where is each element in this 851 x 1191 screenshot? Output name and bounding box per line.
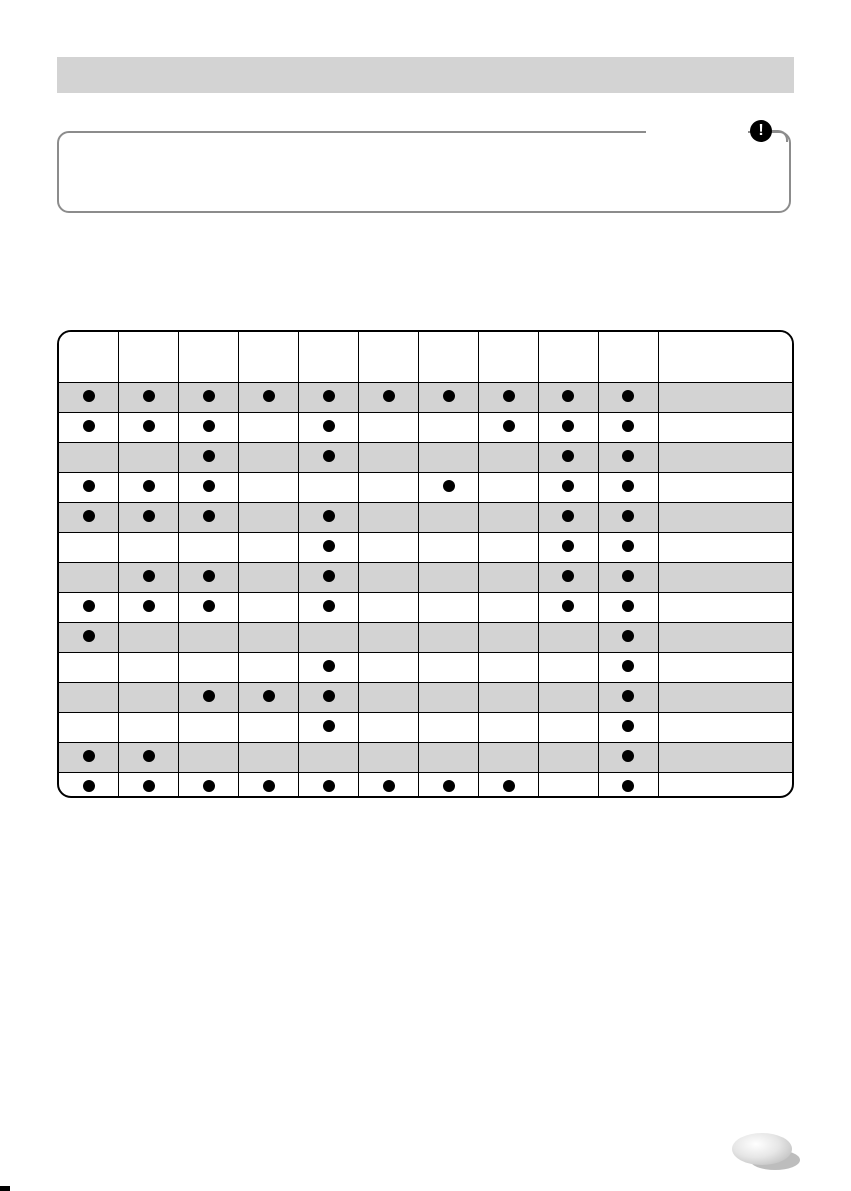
table-cell bbox=[179, 593, 239, 623]
table-cell bbox=[239, 713, 299, 743]
bullet-mark bbox=[203, 450, 215, 462]
table-cell bbox=[299, 473, 359, 503]
bullet-mark bbox=[562, 480, 574, 492]
table-cell bbox=[539, 743, 599, 773]
row-label bbox=[659, 743, 793, 773]
table-cell bbox=[539, 623, 599, 653]
table-cell bbox=[59, 713, 119, 743]
table-cell bbox=[59, 653, 119, 683]
table-cell bbox=[239, 383, 299, 413]
bullet-mark bbox=[622, 660, 634, 672]
table-cell bbox=[419, 443, 479, 473]
table-row bbox=[59, 773, 792, 799]
bullet-mark bbox=[562, 540, 574, 552]
table-cell bbox=[299, 563, 359, 593]
table-cell bbox=[539, 563, 599, 593]
table-cell bbox=[539, 503, 599, 533]
table-header-cell bbox=[359, 332, 419, 383]
table-cell bbox=[479, 473, 539, 503]
table-cell bbox=[419, 623, 479, 653]
bullet-mark bbox=[83, 420, 95, 432]
table-cell bbox=[598, 713, 658, 743]
table-row bbox=[59, 383, 792, 413]
bullet-mark bbox=[622, 690, 634, 702]
table-cell bbox=[119, 503, 179, 533]
table-cell bbox=[479, 443, 539, 473]
bullet-mark bbox=[622, 510, 634, 522]
bullet-mark bbox=[323, 570, 335, 582]
table-cell bbox=[539, 443, 599, 473]
table-cell bbox=[119, 563, 179, 593]
row-label bbox=[659, 593, 793, 623]
table-cell bbox=[479, 743, 539, 773]
bullet-mark bbox=[323, 450, 335, 462]
row-label bbox=[659, 653, 793, 683]
table-cell bbox=[59, 503, 119, 533]
bullet-mark bbox=[383, 780, 395, 792]
table-cell bbox=[598, 623, 658, 653]
table-cell bbox=[299, 413, 359, 443]
table-cell bbox=[239, 473, 299, 503]
table-cell bbox=[179, 473, 239, 503]
bullet-mark bbox=[503, 780, 515, 792]
bullet-mark bbox=[383, 390, 395, 402]
bullet-mark bbox=[622, 750, 634, 762]
table-cell bbox=[359, 653, 419, 683]
table-cell bbox=[299, 593, 359, 623]
bullet-mark bbox=[622, 570, 634, 582]
table-cell bbox=[299, 743, 359, 773]
table-cell bbox=[119, 533, 179, 563]
table-cell bbox=[479, 713, 539, 743]
table-header-cell bbox=[59, 332, 119, 383]
table-cell bbox=[479, 533, 539, 563]
table-cell bbox=[419, 563, 479, 593]
table-cell bbox=[479, 593, 539, 623]
bullet-mark bbox=[622, 540, 634, 552]
table-cell bbox=[598, 413, 658, 443]
table-row bbox=[59, 623, 792, 653]
row-label bbox=[659, 683, 793, 713]
bullet-mark bbox=[203, 600, 215, 612]
table-header-cell bbox=[179, 332, 239, 383]
table-row bbox=[59, 593, 792, 623]
table-cell bbox=[59, 383, 119, 413]
table-row bbox=[59, 503, 792, 533]
table-row bbox=[59, 653, 792, 683]
bullet-mark bbox=[83, 600, 95, 612]
table-row bbox=[59, 413, 792, 443]
note-border-gap bbox=[646, 124, 748, 138]
table-cell bbox=[179, 533, 239, 563]
table-cell bbox=[239, 593, 299, 623]
bullet-mark bbox=[323, 690, 335, 702]
table-cell bbox=[359, 743, 419, 773]
table-cell bbox=[299, 503, 359, 533]
table-cell bbox=[179, 563, 239, 593]
table-cell bbox=[119, 473, 179, 503]
bullet-mark bbox=[143, 570, 155, 582]
table-cell bbox=[299, 383, 359, 413]
table-cell bbox=[598, 503, 658, 533]
table-cell bbox=[119, 413, 179, 443]
bullet-mark bbox=[203, 690, 215, 702]
row-label bbox=[659, 773, 793, 799]
table-header-cell bbox=[539, 332, 599, 383]
bullet-mark bbox=[83, 780, 95, 792]
bullet-mark bbox=[562, 570, 574, 582]
bullet-mark bbox=[443, 780, 455, 792]
table-cell bbox=[598, 593, 658, 623]
bullet-mark bbox=[323, 780, 335, 792]
bullet-mark bbox=[263, 690, 275, 702]
table-cell bbox=[239, 623, 299, 653]
table-row bbox=[59, 443, 792, 473]
table-cell bbox=[598, 653, 658, 683]
table-cell bbox=[59, 473, 119, 503]
table-cell bbox=[479, 683, 539, 713]
table-cell bbox=[419, 413, 479, 443]
row-label bbox=[659, 713, 793, 743]
bullet-mark bbox=[622, 630, 634, 642]
table-cell bbox=[119, 773, 179, 799]
bullet-mark bbox=[443, 480, 455, 492]
bullet-mark bbox=[143, 600, 155, 612]
row-label bbox=[659, 533, 793, 563]
bullet-mark bbox=[323, 390, 335, 402]
bullet-mark bbox=[622, 600, 634, 612]
table-header-cell bbox=[659, 332, 793, 383]
table-cell bbox=[598, 743, 658, 773]
row-label bbox=[659, 413, 793, 443]
table-cell bbox=[179, 383, 239, 413]
bullet-mark bbox=[622, 420, 634, 432]
bullet-mark bbox=[143, 510, 155, 522]
table-cell bbox=[359, 623, 419, 653]
table-cell bbox=[59, 773, 119, 799]
table-row bbox=[59, 473, 792, 503]
bullet-mark bbox=[562, 600, 574, 612]
table-cell bbox=[59, 743, 119, 773]
bullet-mark bbox=[203, 390, 215, 402]
row-label bbox=[659, 503, 793, 533]
table-cell bbox=[419, 713, 479, 743]
table-header-cell bbox=[299, 332, 359, 383]
table-cell bbox=[598, 443, 658, 473]
table-cell bbox=[59, 413, 119, 443]
bullet-mark bbox=[622, 450, 634, 462]
table-cell bbox=[59, 533, 119, 563]
bullet-mark bbox=[143, 780, 155, 792]
row-label bbox=[659, 443, 793, 473]
table-row bbox=[59, 563, 792, 593]
bullet-mark bbox=[622, 390, 634, 402]
bullet-mark bbox=[443, 390, 455, 402]
bullet-mark bbox=[203, 510, 215, 522]
table-cell bbox=[539, 413, 599, 443]
crop-mark bbox=[0, 1186, 10, 1191]
table-cell bbox=[239, 503, 299, 533]
bullet-mark bbox=[83, 750, 95, 762]
bullet-mark bbox=[622, 780, 634, 792]
table-row bbox=[59, 743, 792, 773]
table-cell bbox=[479, 653, 539, 683]
bullet-mark bbox=[203, 420, 215, 432]
table-cell bbox=[299, 443, 359, 473]
table-cell bbox=[479, 623, 539, 653]
table-cell bbox=[299, 623, 359, 653]
table-cell bbox=[119, 713, 179, 743]
bullet-mark bbox=[323, 420, 335, 432]
table-cell bbox=[359, 443, 419, 473]
table-cell bbox=[179, 413, 239, 443]
bullet-mark bbox=[83, 630, 95, 642]
bullet-mark bbox=[323, 540, 335, 552]
table-cell bbox=[598, 533, 658, 563]
bullet-mark bbox=[143, 420, 155, 432]
table-cell bbox=[539, 713, 599, 743]
table-cell bbox=[239, 683, 299, 713]
table-cell bbox=[359, 503, 419, 533]
table-cell bbox=[239, 413, 299, 443]
table-cell bbox=[539, 773, 599, 799]
table-cell bbox=[239, 533, 299, 563]
table-cell bbox=[479, 383, 539, 413]
row-label bbox=[659, 383, 793, 413]
table-cell bbox=[598, 473, 658, 503]
table-cell bbox=[179, 623, 239, 653]
table-cell bbox=[239, 653, 299, 683]
table-cell bbox=[419, 383, 479, 413]
table-cell bbox=[59, 683, 119, 713]
table-row bbox=[59, 533, 792, 563]
page-number-badge bbox=[732, 1133, 792, 1165]
feature-table bbox=[57, 330, 794, 798]
table-body bbox=[59, 383, 792, 799]
table-header-cell bbox=[119, 332, 179, 383]
table-header-cell bbox=[479, 332, 539, 383]
table-cell bbox=[539, 593, 599, 623]
table-cell bbox=[59, 593, 119, 623]
table-cell bbox=[119, 593, 179, 623]
table-cell bbox=[359, 713, 419, 743]
table-cell bbox=[419, 593, 479, 623]
table-cell bbox=[179, 713, 239, 743]
table-cell bbox=[299, 653, 359, 683]
table-cell bbox=[239, 563, 299, 593]
table-cell bbox=[359, 383, 419, 413]
table-cell bbox=[419, 653, 479, 683]
table-cell bbox=[119, 683, 179, 713]
table-cell bbox=[539, 533, 599, 563]
table-cell bbox=[419, 473, 479, 503]
table-cell bbox=[359, 413, 419, 443]
table-cell bbox=[59, 563, 119, 593]
table-cell bbox=[239, 443, 299, 473]
note-box bbox=[57, 131, 791, 213]
table-cell bbox=[359, 773, 419, 799]
bullet-mark bbox=[323, 510, 335, 522]
table-row bbox=[59, 683, 792, 713]
table-cell bbox=[539, 683, 599, 713]
table-cell bbox=[359, 473, 419, 503]
table-cell bbox=[479, 503, 539, 533]
bullet-mark bbox=[83, 390, 95, 402]
table-cell bbox=[299, 713, 359, 743]
table-cell bbox=[359, 533, 419, 563]
table-cell bbox=[598, 773, 658, 799]
table-cell bbox=[359, 683, 419, 713]
bullet-mark bbox=[263, 780, 275, 792]
table-cell bbox=[119, 383, 179, 413]
bullet-mark bbox=[562, 390, 574, 402]
table-cell bbox=[598, 683, 658, 713]
bullet-mark bbox=[562, 510, 574, 522]
row-label bbox=[659, 473, 793, 503]
table-cell bbox=[359, 563, 419, 593]
table-cell bbox=[119, 653, 179, 683]
table-cell bbox=[479, 563, 539, 593]
table-cell bbox=[59, 623, 119, 653]
table-cell bbox=[179, 743, 239, 773]
exclamation-icon: ! bbox=[750, 120, 772, 142]
table-cell bbox=[299, 533, 359, 563]
bullet-mark bbox=[323, 720, 335, 732]
table-cell bbox=[539, 653, 599, 683]
table-cell bbox=[239, 773, 299, 799]
bullet-mark bbox=[203, 780, 215, 792]
bullet-mark bbox=[323, 660, 335, 672]
table-cell bbox=[419, 743, 479, 773]
table-header-cell bbox=[598, 332, 658, 383]
table-cell bbox=[179, 443, 239, 473]
table-cell bbox=[598, 383, 658, 413]
bullet-mark bbox=[562, 450, 574, 462]
bullet-mark bbox=[323, 600, 335, 612]
row-label bbox=[659, 563, 793, 593]
table-header-row bbox=[59, 332, 792, 383]
table-cell bbox=[419, 533, 479, 563]
table-header-cell bbox=[239, 332, 299, 383]
table-cell bbox=[299, 773, 359, 799]
table-cell bbox=[419, 773, 479, 799]
table-cell bbox=[179, 683, 239, 713]
table-cell bbox=[119, 743, 179, 773]
bullet-mark bbox=[143, 750, 155, 762]
bullet-mark bbox=[622, 720, 634, 732]
table-cell bbox=[539, 473, 599, 503]
table-cell bbox=[479, 413, 539, 443]
table-cell bbox=[119, 623, 179, 653]
bullet-mark bbox=[503, 390, 515, 402]
table-cell bbox=[479, 773, 539, 799]
bullet-mark bbox=[83, 510, 95, 522]
section-header-bar bbox=[57, 57, 794, 93]
bullet-mark bbox=[203, 570, 215, 582]
table-cell bbox=[598, 563, 658, 593]
bullet-mark bbox=[622, 480, 634, 492]
row-label bbox=[659, 623, 793, 653]
bullet-mark bbox=[263, 390, 275, 402]
table-cell bbox=[179, 773, 239, 799]
table-cell bbox=[419, 503, 479, 533]
table-cell bbox=[179, 653, 239, 683]
bullet-mark bbox=[143, 390, 155, 402]
table-cell bbox=[59, 443, 119, 473]
table-cell bbox=[239, 743, 299, 773]
bullet-mark bbox=[503, 420, 515, 432]
table-row bbox=[59, 713, 792, 743]
table-header-cell bbox=[419, 332, 479, 383]
table-cell bbox=[539, 383, 599, 413]
bullet-mark bbox=[83, 480, 95, 492]
table-cell bbox=[119, 443, 179, 473]
table-cell bbox=[179, 503, 239, 533]
bullet-mark bbox=[143, 480, 155, 492]
table-cell bbox=[359, 593, 419, 623]
bullet-mark bbox=[203, 480, 215, 492]
note-corner-hook bbox=[772, 130, 788, 142]
table-cell bbox=[419, 683, 479, 713]
table-cell bbox=[299, 683, 359, 713]
bullet-mark bbox=[562, 420, 574, 432]
